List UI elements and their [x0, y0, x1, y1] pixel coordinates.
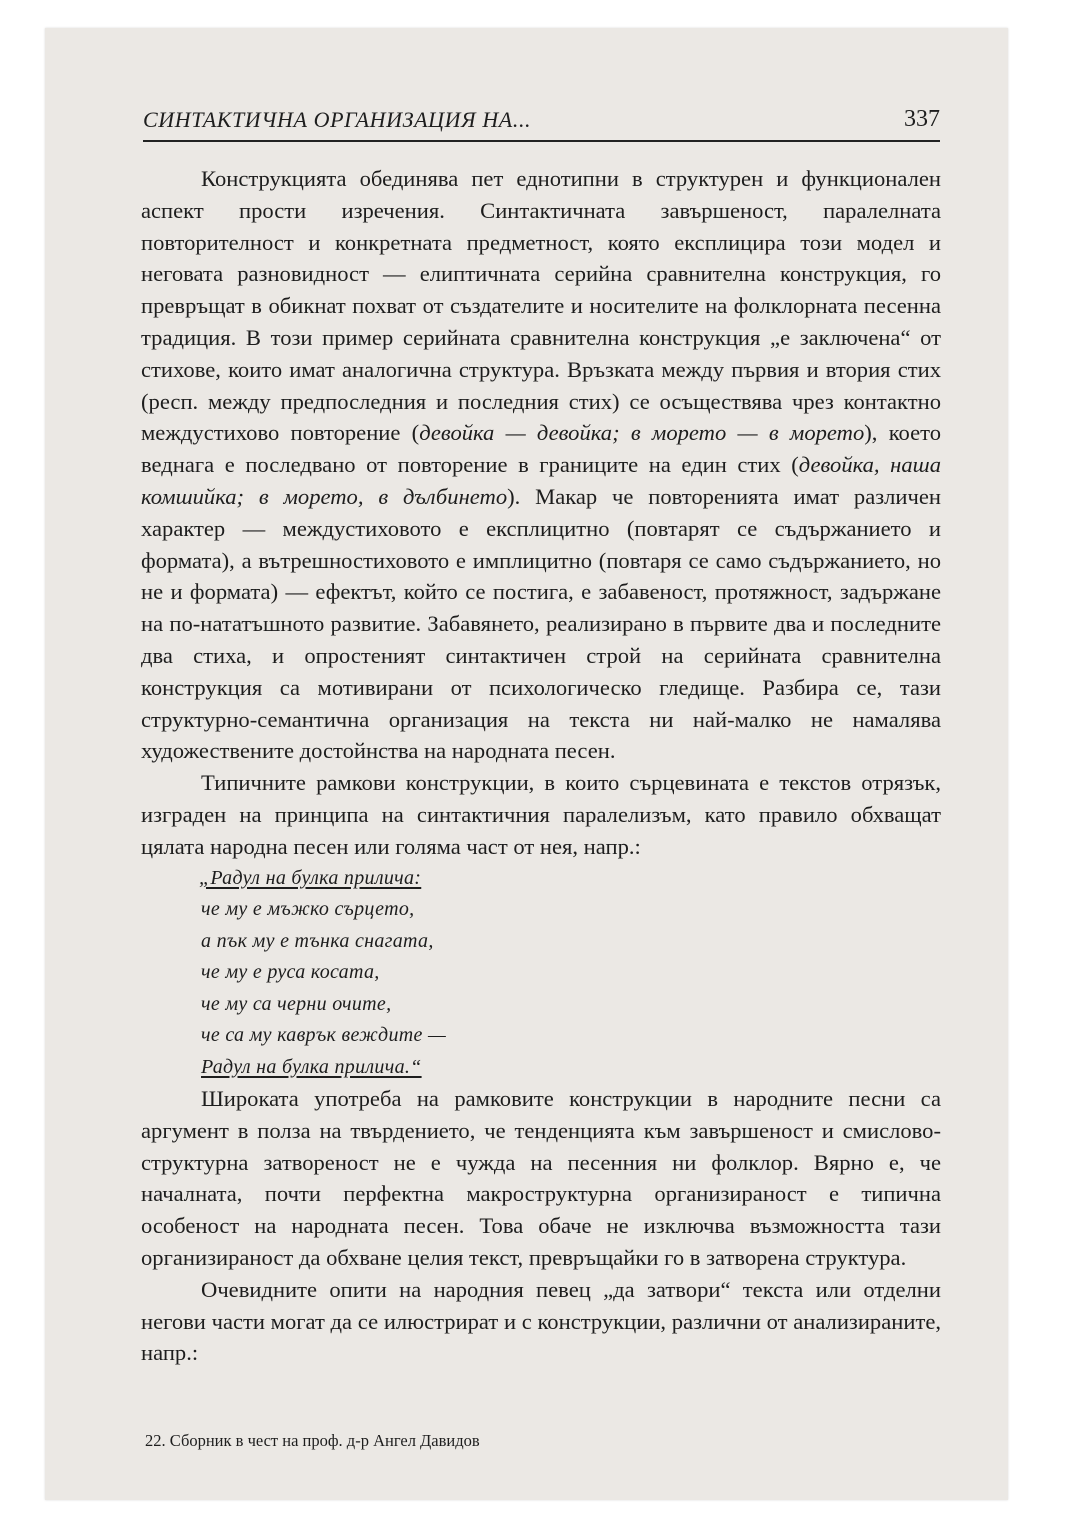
- verse-line: „Радул на булка прилича:: [199, 866, 422, 889]
- page-footer: 22. Сборник в чест на проф. д-р Ангел Давидов: [145, 1431, 480, 1450]
- paragraph-1-example-1: девойка — девойка; в морето — в морето: [419, 420, 865, 446]
- page-number: 337: [904, 106, 940, 132]
- paragraph-4: Очевидните опити на народния певец „да затвори“ текста или отделни негови части могат да се илюстрират и с конструкции, различни от анализираните, напр.:: [141, 1276, 941, 1366]
- paragraph-1-middle: ), което веднага е последвано от повторение в границите на един стих (: [141, 420, 941, 478]
- verse-line: че му е мъжко сърцето,: [201, 898, 415, 921]
- page-body: [141, 163, 941, 1369]
- song-quote: [141, 863, 941, 1084]
- paragraph-1-example-2: девойка, наша комшийка; в морето, в дълбинето: [141, 452, 941, 509]
- verse-line: че му е руса косата,: [201, 961, 380, 984]
- paragraph-1-text: Конструкцията обединява пет еднотипни в структурен и функционален аспект прости изречения. Синтактичната завършеност, паралелната повторителност и конкретната предметност, която експлицира този модел и неговата разновидност — елиптичната серийна сравнителна конструкция, го превръщат в обикнат похват от създателите и носителите на фолклорната песенна традиция. В този пример серийната сравнителна конструкция „е заключена“ от стихове, които имат аналогична структура. Връзката между първия и втория стих (респ. между предпоследния и последния стих) се осъществява чрез контактно междустихово повторение (: [141, 166, 941, 446]
- paragraph-1: [141, 163, 941, 767]
- verse-line: Радул на булка прилича.“: [201, 1055, 422, 1078]
- verse-line: че са му каврък веждите —: [201, 1024, 447, 1047]
- paragraph-1-end: ). Макар че повторенията имат различен характер — междустиховото е експлицитно (повтарят се съдържанието и формата), а вътрешностиховото е имплицитно (повтаря се само съдържанието, но не и формата) — ефектът, който се постига, е забавеност, протяжност, задържане на по-нататъшното развитие. Забавянето, реализирано в първите два и последните два стиха, и опростеният синтактичен строй на серийната сравнителна конструкция са мотивирани от психологическо гледище. Разбира се, тази структурно-семантична организация на текста ни най-малко не намалява художествените достойнства на народната песен.: [141, 483, 942, 764]
- verse-line: че му са черни очите,: [201, 992, 392, 1015]
- verse-line: а пък му е тънка снагата,: [201, 929, 434, 952]
- paragraph-2: Типичните рамкови конструкции, в които сърцевината е текстов отрязък, изграден на принципа на синтактичния паралелизъм, като правило обхващат цялата народна песен или голяма част от нея, напр.:: [141, 770, 941, 859]
- running-title: СИНТАКТИЧНА ОРГАНИЗАЦИЯ НА...: [143, 107, 532, 132]
- running-header: [143, 100, 940, 142]
- paragraph-3: Широката употреба на рамковите конструкции в народните песни са аргумент в полза на твърдението, че тенденцията към завършеност и смислово-структурна затвореност не е чужда на песенния ни фолклор. Вярно е, че началната, почти перфектна макроструктурна организираност е типична особеност на народната песен. Това обаче не изключва възможността тази организираност да обхване целия текст, превръщайки го в затворена структура.: [141, 1086, 941, 1271]
